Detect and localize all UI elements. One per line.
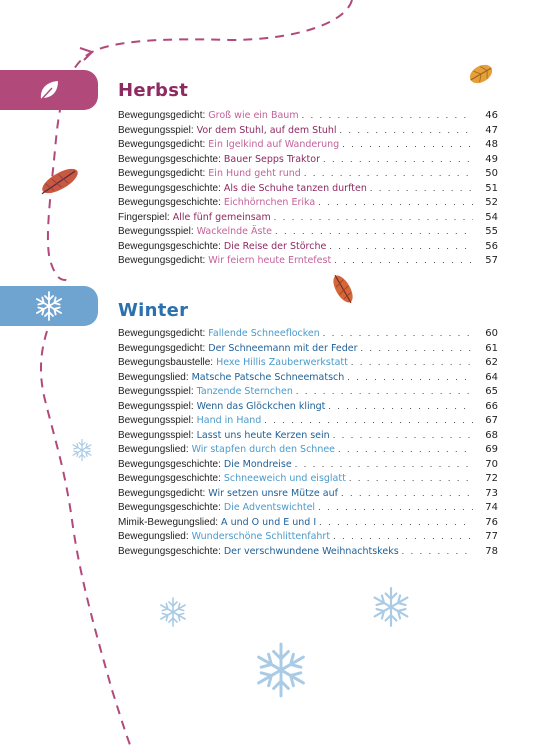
toc-entry xyxy=(118,413,498,428)
toc-entry-page-number: 67 xyxy=(485,415,498,426)
toc-entry-leader-dots xyxy=(338,442,473,457)
toc-entry-category: Bewegungsspiel xyxy=(118,226,191,237)
toc-entry-title: Wir stapfen durch den Schnee xyxy=(191,444,336,455)
toc-entry-separator: : xyxy=(202,139,206,150)
toc-entry-page-number: 57 xyxy=(485,255,498,266)
toc-entry-title: Matsche Patsche Schneematsch xyxy=(191,371,345,383)
toc-entry xyxy=(118,428,498,443)
toc-entry-separator: : xyxy=(202,328,206,339)
toc-entry-page-number: 78 xyxy=(485,545,498,557)
toc-entry-page-number: 47 xyxy=(485,124,498,136)
toc-entry-page-number: 61 xyxy=(485,342,498,354)
toc-entry-category: Bewegungsspiel xyxy=(118,400,191,412)
toc-entry-leader-dots xyxy=(340,123,473,138)
section-title-winter: Winter xyxy=(118,300,189,321)
toc-entry-page-number: 49 xyxy=(485,153,498,165)
toc-entry xyxy=(118,341,498,356)
toc-entry-separator: : xyxy=(190,226,194,237)
toc-entry-category: Bewegungsgedicht xyxy=(118,342,203,354)
toc-entry-title: Hexe Hillis Zauberwerkstatt xyxy=(216,357,348,368)
toc-entry-page-number: 62 xyxy=(485,357,498,368)
toc-entry-category: Bewegungsgeschichte xyxy=(118,502,219,513)
toc-entry xyxy=(118,253,498,268)
toc-entry-leader-dots xyxy=(295,457,473,472)
toc-entry-separator: : xyxy=(166,211,170,223)
toc-entry-title: Tanzende Sternchen xyxy=(196,386,293,397)
toc-entry-category: Bewegungsspiel xyxy=(118,386,191,397)
toc-entry-separator: : xyxy=(218,545,221,557)
toc-entry-leader-dots xyxy=(302,108,473,123)
toc-entry-separator: : xyxy=(215,516,219,528)
toc-entry-page-number: 68 xyxy=(485,429,498,441)
snowflake-icon-bottom-left xyxy=(161,598,185,626)
toc-entry-leader-dots xyxy=(333,428,473,443)
toc-entry xyxy=(118,486,498,501)
toc-entry-leader-dots xyxy=(334,253,473,268)
toc-entry-page-number: 55 xyxy=(485,226,498,237)
toc-entry-page-number: 66 xyxy=(485,400,498,412)
toc-list-herbst xyxy=(118,108,498,268)
toc-entry-separator: : xyxy=(202,110,206,121)
toc-entry-category: Bewegungslied xyxy=(118,444,186,455)
snowflake-icon-bottom-right xyxy=(375,588,408,626)
toc-entry xyxy=(118,137,498,152)
toc-entry-page-number: 50 xyxy=(485,168,498,179)
toc-entry-title: Fallende Schneeflocken xyxy=(208,328,320,339)
toc-entry-page-number: 69 xyxy=(485,444,498,455)
toc-entry-separator: : xyxy=(202,255,206,266)
feather-icon-middle xyxy=(329,272,357,307)
toc-entry-separator: : xyxy=(218,153,221,165)
toc-entry-category: Bewegungsgeschichte xyxy=(118,182,219,194)
toc-entry xyxy=(118,442,498,457)
toc-entry-separator: : xyxy=(218,197,221,208)
toc-entry-page-number: 77 xyxy=(485,531,498,542)
toc-entry-title: Der Schneemann mit der Feder xyxy=(208,342,358,354)
toc-entry-category: Bewegungsgedicht xyxy=(118,255,203,266)
toc-entry-title: Wir feiern heute Erntefest xyxy=(208,255,332,266)
toc-entry-page-number: 74 xyxy=(485,502,498,513)
toc-entry xyxy=(118,529,498,544)
toc-entry-separator: : xyxy=(185,531,189,542)
toc-entry-title: Alle fünf gemeinsam xyxy=(172,211,271,223)
toc-entry xyxy=(118,239,498,254)
toc-entry-separator: : xyxy=(218,240,221,252)
toc-entry-page-number: 52 xyxy=(485,197,498,208)
toc-entry-page-number: 64 xyxy=(485,371,498,383)
toc-entry-page-number: 51 xyxy=(485,182,498,194)
toc-entry-category: Bewegungsgeschichte xyxy=(118,153,219,165)
toc-entry-separator: : xyxy=(185,371,189,383)
toc-entry-category: Bewegungsgeschichte xyxy=(118,473,219,484)
snowflake-icon-bottom-center xyxy=(259,644,304,696)
toc-entry-category: Bewegungsgedicht xyxy=(118,110,203,121)
toc-entry-title: Eichhörnchen Erika xyxy=(223,197,316,208)
toc-entry-page-number: 48 xyxy=(485,139,498,150)
toc-entry-separator: : xyxy=(218,473,221,484)
toc-entry-leader-dots xyxy=(318,195,473,210)
toc-entry xyxy=(118,544,498,559)
toc-entry-separator: : xyxy=(190,429,194,441)
toc-entry-category: Bewegungslied xyxy=(118,531,186,542)
toc-entry-separator: : xyxy=(218,502,221,513)
toc-entry-title: Hand in Hand xyxy=(196,415,262,426)
toc-entry-separator: : xyxy=(190,400,194,412)
toc-entry-title: Die Reise der Störche xyxy=(223,240,327,252)
toc-entry-category: Bewegungsgeschichte xyxy=(118,458,219,470)
toc-entry-category: Mimik-Bewegungslied xyxy=(118,516,216,528)
toc-entry-leader-dots xyxy=(296,384,473,399)
toc-entry-page-number: 72 xyxy=(485,473,498,484)
toc-entry xyxy=(118,210,498,225)
toc-entry xyxy=(118,355,498,370)
toc-entry xyxy=(118,471,498,486)
toc-entry-separator: : xyxy=(210,357,214,368)
toc-entry-page-number: 54 xyxy=(485,211,498,223)
toc-entry xyxy=(118,370,498,385)
toc-entry-title: Ein Hund geht rund xyxy=(208,168,301,179)
toc-entry-leader-dots xyxy=(323,152,473,167)
toc-entry-page-number: 60 xyxy=(485,328,498,339)
toc-entry-leader-dots xyxy=(323,326,473,341)
toc-entry-title: Wir setzen unsre Mütze auf xyxy=(208,487,338,499)
toc-entry xyxy=(118,384,498,399)
toc-entry-title: Der verschwundene Weihnachtskeks xyxy=(223,545,399,557)
toc-entry-category: Bewegungsbaustelle xyxy=(118,357,211,368)
toc-entry-leader-dots xyxy=(361,341,473,356)
toc-entry-title: Ein Igelkind auf Wanderung xyxy=(208,139,340,150)
toc-entry-separator: : xyxy=(185,444,189,455)
toc-entry-leader-dots xyxy=(333,529,473,544)
toc-entry-category: Bewegungsgeschichte xyxy=(118,545,219,557)
toc-entry-page-number: 73 xyxy=(485,487,498,499)
toc-entry-leader-dots xyxy=(274,210,473,225)
section-tab-winter xyxy=(0,286,98,326)
toc-entry-category: Fingerspiel xyxy=(118,211,167,223)
toc-entry-category: Bewegungsgeschichte xyxy=(118,197,219,208)
toc-entry-separator: : xyxy=(202,342,206,354)
toc-entry-title: Schneeweich und eisglatt xyxy=(223,473,346,484)
toc-entry xyxy=(118,123,498,138)
toc-entry-page-number: 46 xyxy=(485,110,498,121)
toc-entry xyxy=(118,181,498,196)
toc-entry-category: Bewegungsgedicht xyxy=(118,328,203,339)
snowflake-icon-small-left xyxy=(73,440,91,461)
toc-entry-leader-dots xyxy=(319,515,473,530)
snowflake-icon xyxy=(33,290,65,322)
toc-entry-page-number: 65 xyxy=(485,386,498,397)
toc-entry-separator: : xyxy=(190,124,194,136)
toc-entry-leader-dots xyxy=(318,500,473,515)
toc-entry-category: Bewegungsspiel xyxy=(118,429,191,441)
toc-entry-category: Bewegungsspiel xyxy=(118,124,191,136)
toc-entry-title: Vor dem Stuhl, auf dem Stuhl xyxy=(196,124,337,136)
toc-entry xyxy=(118,457,498,472)
toc-entry-title: A und O und E und I xyxy=(221,516,317,528)
section-title-herbst: Herbst xyxy=(118,80,189,101)
toc-entry-page-number: 56 xyxy=(485,240,498,252)
toc-entry-title: Die Adventswichtel xyxy=(223,502,316,513)
toc-entry-title: Bauer Sepps Traktor xyxy=(223,153,320,165)
toc-entry-leader-dots xyxy=(347,370,473,385)
toc-entry xyxy=(118,195,498,210)
toc-entry-separator: : xyxy=(202,487,206,499)
toc-entry-page-number: 70 xyxy=(485,458,498,470)
leaf-icon xyxy=(36,77,62,103)
toc-entry xyxy=(118,166,498,181)
toc-entry-title: Die Mondreise xyxy=(223,458,292,470)
toc-entry xyxy=(118,224,498,239)
toc-entry-separator: : xyxy=(190,415,194,426)
toc-entry-title: Wenn das Glöckchen klingt xyxy=(196,400,326,412)
toc-entry-leader-dots xyxy=(329,239,473,254)
toc-entry xyxy=(118,108,498,123)
toc-entry-leader-dots xyxy=(328,399,473,414)
toc-list-winter xyxy=(118,326,498,558)
toc-entry xyxy=(118,515,498,530)
section-tab-herbst xyxy=(0,70,98,110)
toc-entry-category: Bewegungslied xyxy=(118,371,186,383)
toc-entry xyxy=(118,152,498,167)
toc-entry-category: Bewegungsgedicht xyxy=(118,139,203,150)
toc-entry-leader-dots xyxy=(275,224,473,239)
toc-entry-separator: : xyxy=(218,458,221,470)
toc-entry-separator: : xyxy=(202,168,206,179)
toc-entry-leader-dots xyxy=(341,486,473,501)
toc-entry-title: Lasst uns heute Kerzen sein xyxy=(196,429,330,441)
toc-entry-separator: : xyxy=(218,182,221,194)
toc-entry-leader-dots xyxy=(264,413,473,428)
toc-entry-title: Groß wie ein Baum xyxy=(208,110,299,121)
feather-icon-left xyxy=(37,164,81,199)
toc-entry-title: Als die Schuhe tanzen durften xyxy=(223,182,367,194)
toc-entry-title: Wunderschöne Schlittenfahrt xyxy=(191,531,331,542)
toc-entry-page-number: 76 xyxy=(485,516,498,528)
toc-entry-leader-dots xyxy=(342,137,473,152)
toc-entry-category: Bewegungsgedicht xyxy=(118,487,203,499)
toc-entry-leader-dots xyxy=(304,166,473,181)
toc-entry-leader-dots xyxy=(402,544,473,559)
toc-entry-title: Wackelnde Äste xyxy=(196,226,273,237)
toc-entry-category: Bewegungsgeschichte xyxy=(118,240,219,252)
toc-entry-category: Bewegungsspiel xyxy=(118,415,191,426)
toc-entry-leader-dots xyxy=(351,355,473,370)
toc-entry-leader-dots xyxy=(370,181,473,196)
toc-entry xyxy=(118,326,498,341)
toc-entry xyxy=(118,500,498,515)
autumn-leaf-icon-top-right xyxy=(467,61,496,87)
toc-entry-separator: : xyxy=(190,386,194,397)
toc-entry xyxy=(118,399,498,414)
toc-entry-category: Bewegungsgedicht xyxy=(118,168,203,179)
toc-entry-leader-dots xyxy=(349,471,473,486)
